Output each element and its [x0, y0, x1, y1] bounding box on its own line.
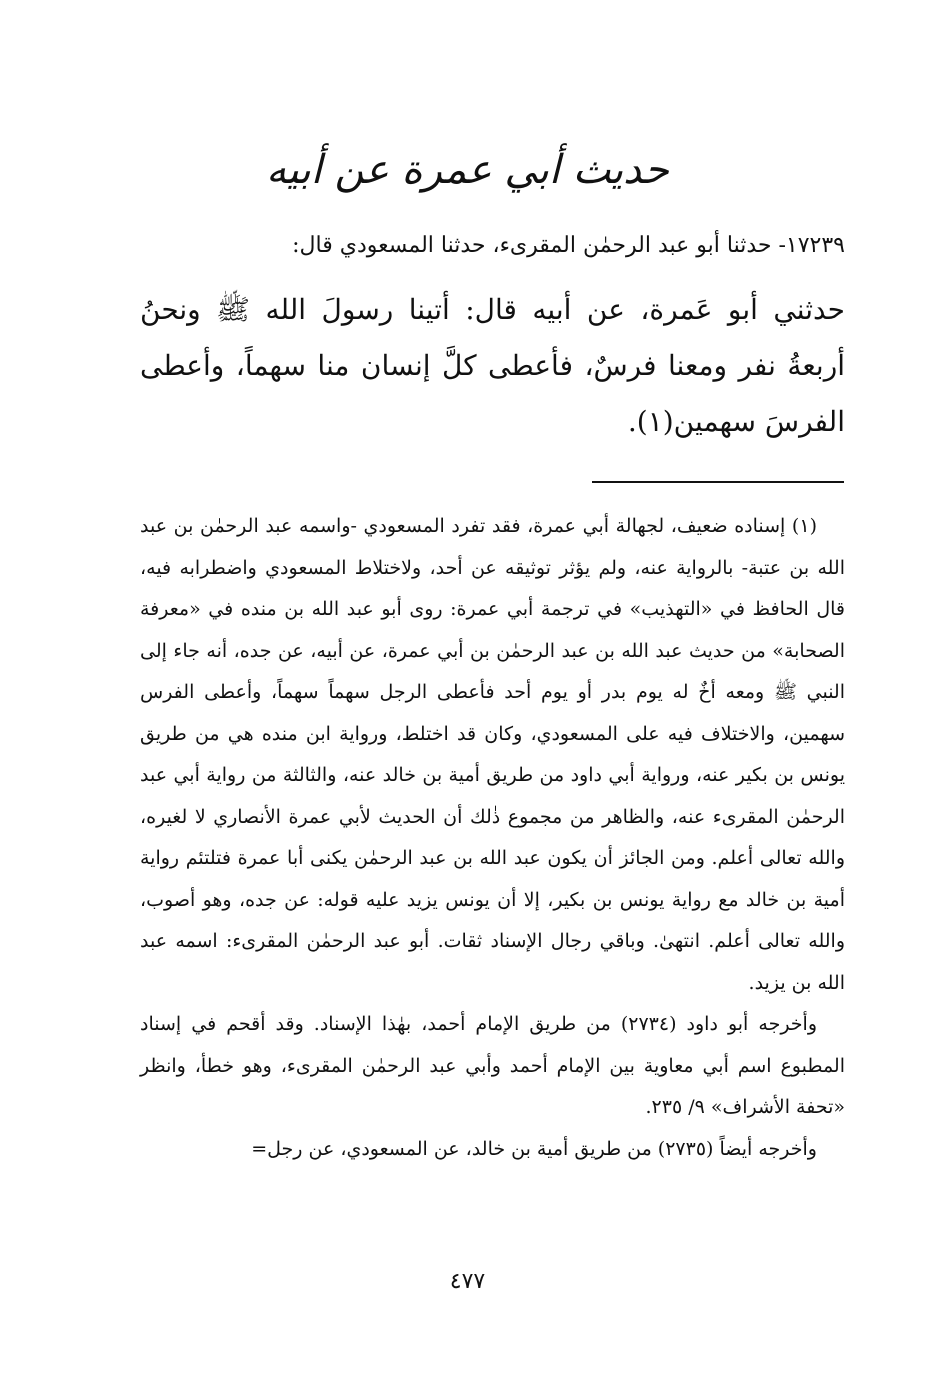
footnote-paragraph: وأخرجه أيضاً (٢٧٣٥) من طريق أمية بن خالد، عن المسعودي، عن رجل=: [251, 1137, 817, 1160]
hadith-text: حدثني أبو عَمرة، عن أبيه قال: أتينا رسولَ الله ﷺ ونحنُ أربعةُ نفر ومعنا فرسٌ، فأعطى كلَّ إنسان منا سهماً، وأعطى الفرسَ سهمين(١).: [140, 293, 845, 438]
page-number: ٤٧٧: [449, 1269, 486, 1294]
footnotes: [140, 506, 845, 1170]
footnote-1: (١) إسناده ضعيف، لجهالة أبي عمرة، فقد تفرد المسعودي -واسمه عبد الرحمٰن بن عبد الله بن عتبة- بالرواية عنه، ولم يؤثر توثيقه عن أحد، ولاختلاط المسعودي واضطرابه فيه، قال الحافظ في «التهذيب» في ترجمة أبي عمرة: روى أبو عبد الله بن منده في «معرفة الصحابة» من حديث عبد الله بن عبد الرحمٰن بن أبي عمرة، عن أبيه، عن جده، أنه جاء إلى النبي ﷺ ومعه أخٌ له يوم بدر أو يوم أحد فأعطى الرجل سهماً سهماً، وأعطى الفرس سهمين، والاختلاف فيه على المسعودي، وكان قد اختلط، ورواية ابن منده هي من طريق يونس بن بكير عنه، ورواية أبي داود من طريق أمية بن خالد عنه، والثالثة من رواية أبي عبد الرحمٰن المقرىء عنه، والظاهر من مجموع ذٰلك أن الحديث لأبي عمرة الأنصاري لا لغيره، والله تعالى أعلم. ومن الجائز أن يكون عبد الله بن عبد الرحمٰن يكنى أبا عمرة فتلتئم رواية أمية بن خالد مع رواية يونس بن بكير، إلا أن يونس يزيد عليه قوله: عن جده، وهو أصوب، والله تعالى أعلم. انتهىٰ. وباقي رجال الإسناد ثقات. أبو عبد الرحمٰن المقرىء: اسمه عبد الله بن يزيد.: [140, 515, 845, 994]
footnote-separator: [592, 481, 844, 483]
hadith-body: [140, 282, 845, 450]
footnote-paragraph: وأخرجه أبو داود (٢٧٣٤) من طريق الإمام أحمد، بهٰذا الإسناد. وقد أقحم في إسناد المطبوع اسم أبي معاوية بين الإمام أحمد وأبي عبد الرحمٰن المقرىء، وهو خطأ، وانظر «تحفة الأشراف» ٩/ ٢٣٥.: [140, 1013, 845, 1118]
hadith-chain-text: ١٧٢٣٩- حدثنا أبو عبد الرحمٰن المقرىء، حدثنا المسعودي قال:: [292, 233, 845, 258]
section-heading: حديث أبي عمرة عن أبيه: [266, 147, 669, 193]
hadith-chain: [140, 226, 845, 266]
